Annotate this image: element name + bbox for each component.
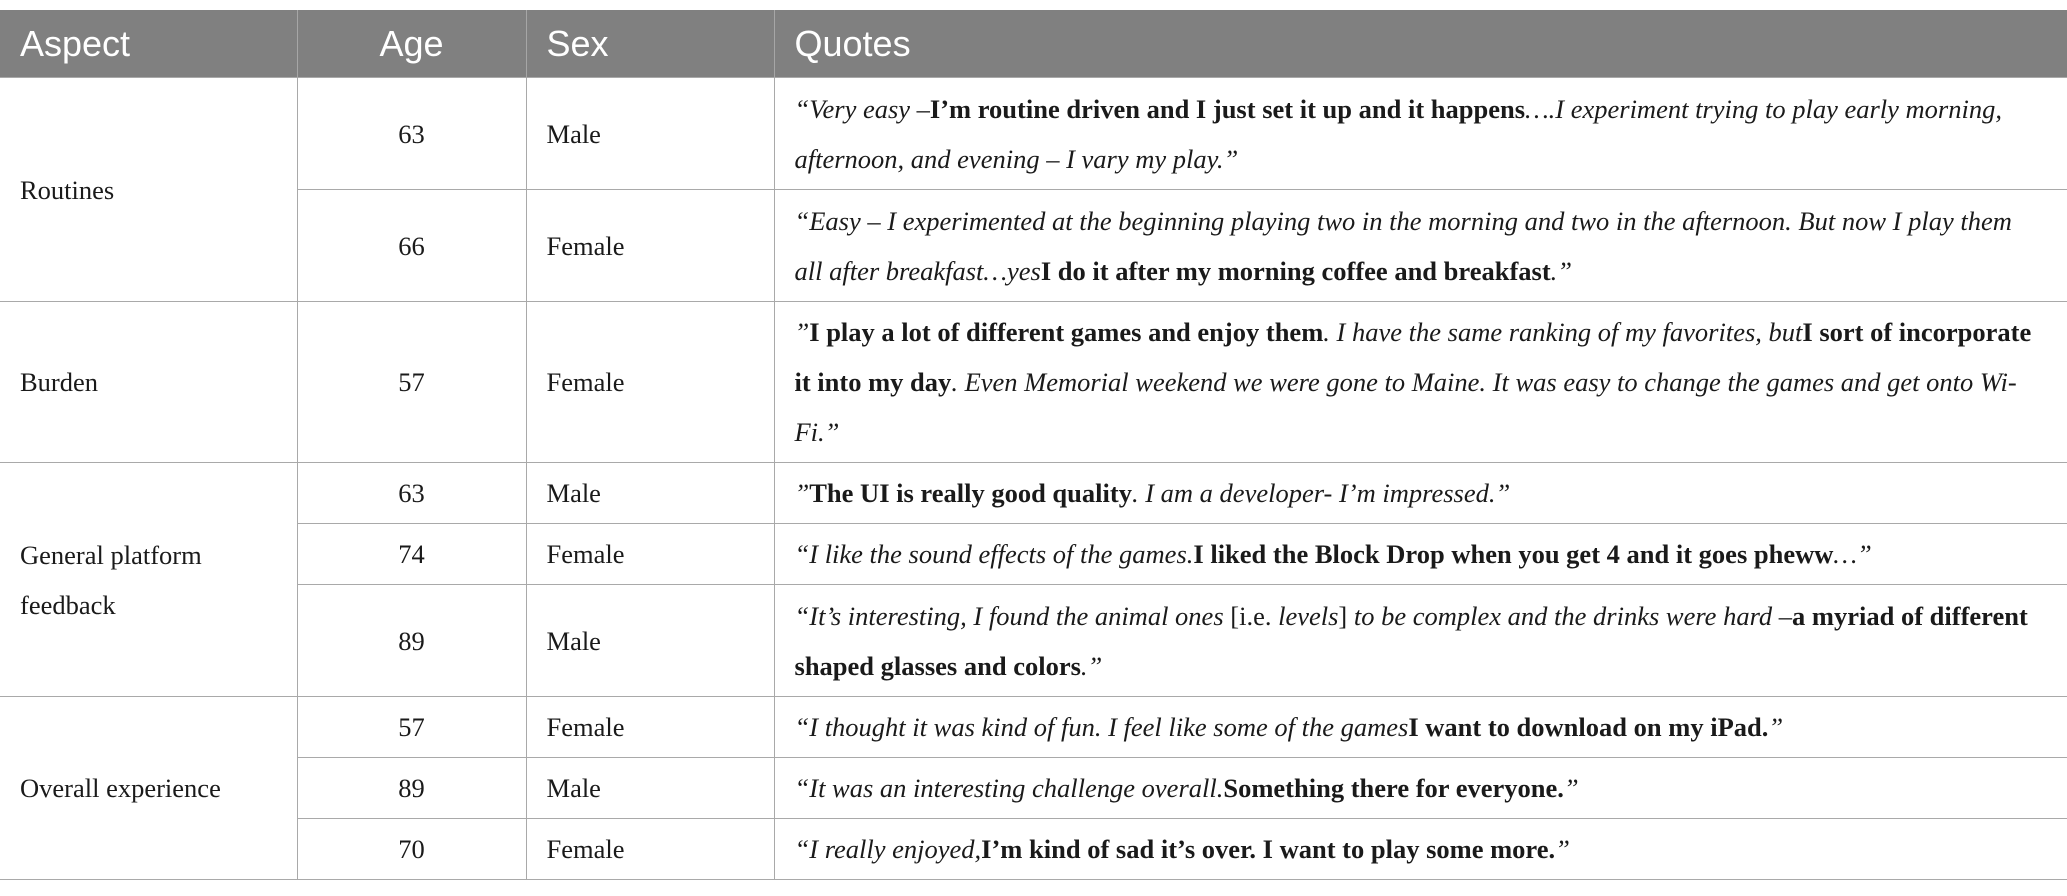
quote-emphasis: I play a lot of different games and enjoy them bbox=[809, 317, 1324, 347]
header-age: Age bbox=[297, 10, 526, 78]
table-row bbox=[0, 758, 2067, 819]
age-cell: 70 bbox=[297, 819, 526, 880]
table-row bbox=[0, 302, 2067, 463]
age-cell: 63 bbox=[297, 463, 526, 524]
quote-text: .” bbox=[1550, 255, 1573, 286]
sex-cell: Male bbox=[526, 758, 774, 819]
table-body bbox=[0, 78, 2067, 880]
quote-emphasis: I do it after my morning coffee and breakfast bbox=[1040, 255, 1551, 286]
age-cell: 63 bbox=[297, 78, 526, 190]
quote-text: ” bbox=[1555, 834, 1570, 864]
sex-cell: Male bbox=[526, 78, 774, 190]
quote-text: [i.e. bbox=[1230, 600, 1279, 631]
header-quotes: Quotes bbox=[774, 10, 2067, 78]
age-cell: 57 bbox=[297, 697, 526, 758]
quote-text: levels bbox=[1278, 600, 1339, 631]
quote-cell bbox=[774, 524, 2067, 585]
sex-cell: Female bbox=[526, 302, 774, 463]
quote-emphasis: I liked the Block Drop when you get 4 and it goes pheww bbox=[1193, 539, 1834, 569]
header-sex: Sex bbox=[526, 10, 774, 78]
header-row bbox=[0, 10, 2067, 78]
quote-emphasis: The UI is really good quality bbox=[809, 478, 1132, 508]
quote-cell bbox=[774, 585, 2067, 697]
age-cell: 89 bbox=[297, 585, 526, 697]
quote-text: . I have the same ranking of my favorites, but bbox=[1323, 317, 1803, 347]
quote-text: “Very easy – bbox=[794, 93, 930, 124]
quote-cell bbox=[774, 758, 2067, 819]
quote-emphasis: I’m routine driven and I just set it up and it happens bbox=[929, 93, 1526, 124]
quote-emphasis: a myriad of different shaped glasses and colors bbox=[794, 600, 2028, 681]
age-cell: 57 bbox=[297, 302, 526, 463]
quote-cell bbox=[774, 697, 2067, 758]
aspect-cell: Burden bbox=[0, 302, 297, 463]
quote-cell bbox=[774, 190, 2067, 302]
sex-cell: Male bbox=[526, 463, 774, 524]
quote-emphasis: Something there for everyone. bbox=[1223, 773, 1564, 803]
quote-text: …” bbox=[1833, 539, 1872, 569]
quote-text: ….I experiment trying to play early morning, afternoon, and evening – I vary my play.” bbox=[794, 93, 2002, 174]
quote-text: “I thought it was kind of fun. I feel like some of the games bbox=[794, 712, 1409, 742]
quote-text: ” bbox=[794, 478, 810, 508]
table-header bbox=[0, 10, 2067, 78]
quote-text: . Even Memorial weekend we were gone to Maine. It was easy to change the games and get onto Wi-Fi.” bbox=[794, 367, 2017, 447]
table-row bbox=[0, 585, 2067, 697]
quote-text: “Easy – I experimented at the beginning playing two in the morning and two in the afternoon. But now I play them all after breakfast…yes bbox=[794, 205, 2012, 286]
table-row bbox=[0, 78, 2067, 190]
sex-cell: Male bbox=[526, 585, 774, 697]
quote-text: “It’s interesting, I found the animal ones bbox=[794, 600, 1231, 631]
quote-text: .” bbox=[1080, 650, 1103, 681]
quote-text: ” bbox=[1768, 712, 1784, 742]
quote-emphasis: I want to download on my iPad. bbox=[1408, 712, 1769, 742]
sex-cell: Female bbox=[526, 524, 774, 585]
aspect-cell: Overall experience bbox=[0, 697, 297, 880]
quote-cell bbox=[774, 463, 2067, 524]
quote-text: to be complex and the drinks were hard – bbox=[1347, 600, 1793, 631]
sex-cell: Female bbox=[526, 190, 774, 302]
aspect-cell: General platform feedback bbox=[0, 463, 297, 697]
sex-cell: Female bbox=[526, 697, 774, 758]
quote-emphasis: I sort of incorporate it into my day bbox=[794, 317, 2032, 397]
age-cell: 74 bbox=[297, 524, 526, 585]
header-aspect: Aspect bbox=[0, 10, 297, 78]
quote-text: “It was an interesting challenge overall. bbox=[794, 773, 1224, 803]
table-row bbox=[0, 463, 2067, 524]
quote-cell bbox=[774, 819, 2067, 880]
quote-text: “I like the sound effects of the games. bbox=[794, 539, 1194, 569]
quote-text: ] bbox=[1338, 600, 1348, 631]
aspect-cell: Routines bbox=[0, 78, 297, 302]
table-row bbox=[0, 819, 2067, 880]
quote-text: ” bbox=[794, 317, 810, 347]
age-cell: 89 bbox=[297, 758, 526, 819]
sex-cell: Female bbox=[526, 819, 774, 880]
quote-emphasis: I’m kind of sad it’s over. I want to play some more. bbox=[981, 834, 1556, 864]
quote-cell bbox=[774, 78, 2067, 190]
quote-cell bbox=[774, 302, 2067, 463]
quote-text: . I am a developer- I’m impressed.” bbox=[1131, 478, 1511, 508]
table-row bbox=[0, 697, 2067, 758]
table-row bbox=[0, 190, 2067, 302]
quote-text: “I really enjoyed, bbox=[794, 834, 982, 864]
quote-text: ” bbox=[1563, 773, 1579, 803]
table-row bbox=[0, 524, 2067, 585]
quotes-table bbox=[0, 10, 2067, 880]
age-cell: 66 bbox=[297, 190, 526, 302]
